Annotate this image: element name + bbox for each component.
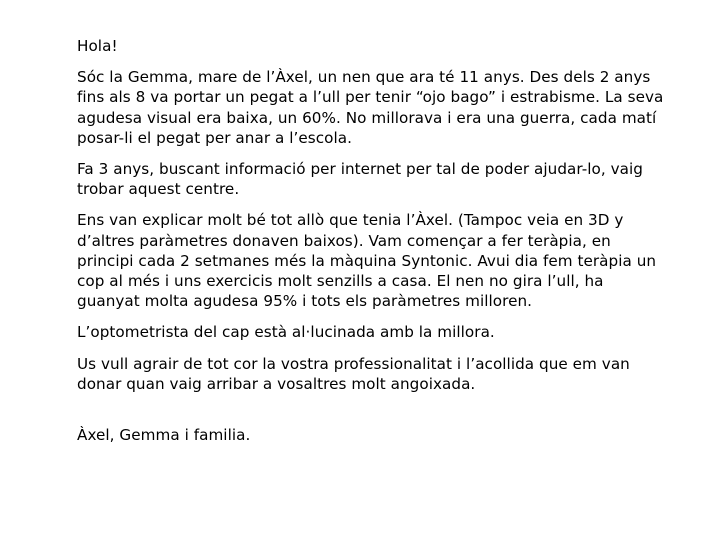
letter-paragraph-thanks: Us vull agrair de tot cor la vostra professionalitat i l’acollida que em van donar quan vaig arribar a vosaltres molt angoixada.: [77, 354, 630, 393]
letter-greeting: Hola!: [77, 37, 118, 55]
letter-paragraph-search: Fa 3 anys, buscant informació per internet per tal de poder ajudar-lo, vaig trobar aquest centre.: [77, 160, 643, 199]
letter-paragraph-optometrist: L’optometrista del cap està al·lucinada amb la millora.: [77, 323, 495, 342]
letter-paragraph-therapy: Ens van explicar molt bé tot allò que tenia l’Àxel. (Tampoc veia en 3D y d’altres paràmetres donaven baixos). Vam començar a fer teràpia, en principi cada 2 setmanes més la màquina Syntonic. Avui dia fem teràpia un cop al més i uns exercicis molt senzills a casa. El nen no gira l’ull, ha guanyat molta agudesa 95% i tots els paràmetres milloren.: [77, 211, 657, 311]
letter-signature: Àxel, Gemma i familia.: [77, 426, 251, 445]
letter-paragraph-intro: Sóc la Gemma, mare de l’Àxel, un nen que ara té 11 anys. Des dels 2 anys fins als 8 va portar un pegat a l’ull per tenir “ojo bago” i estrabisme. La seva agudesa visual era baixa, un 60%. No millorava i era una guerra, cada matí posar-li el pegat per anar a l’escola.: [77, 68, 664, 147]
testimonial-letter: [77, 36, 667, 456]
